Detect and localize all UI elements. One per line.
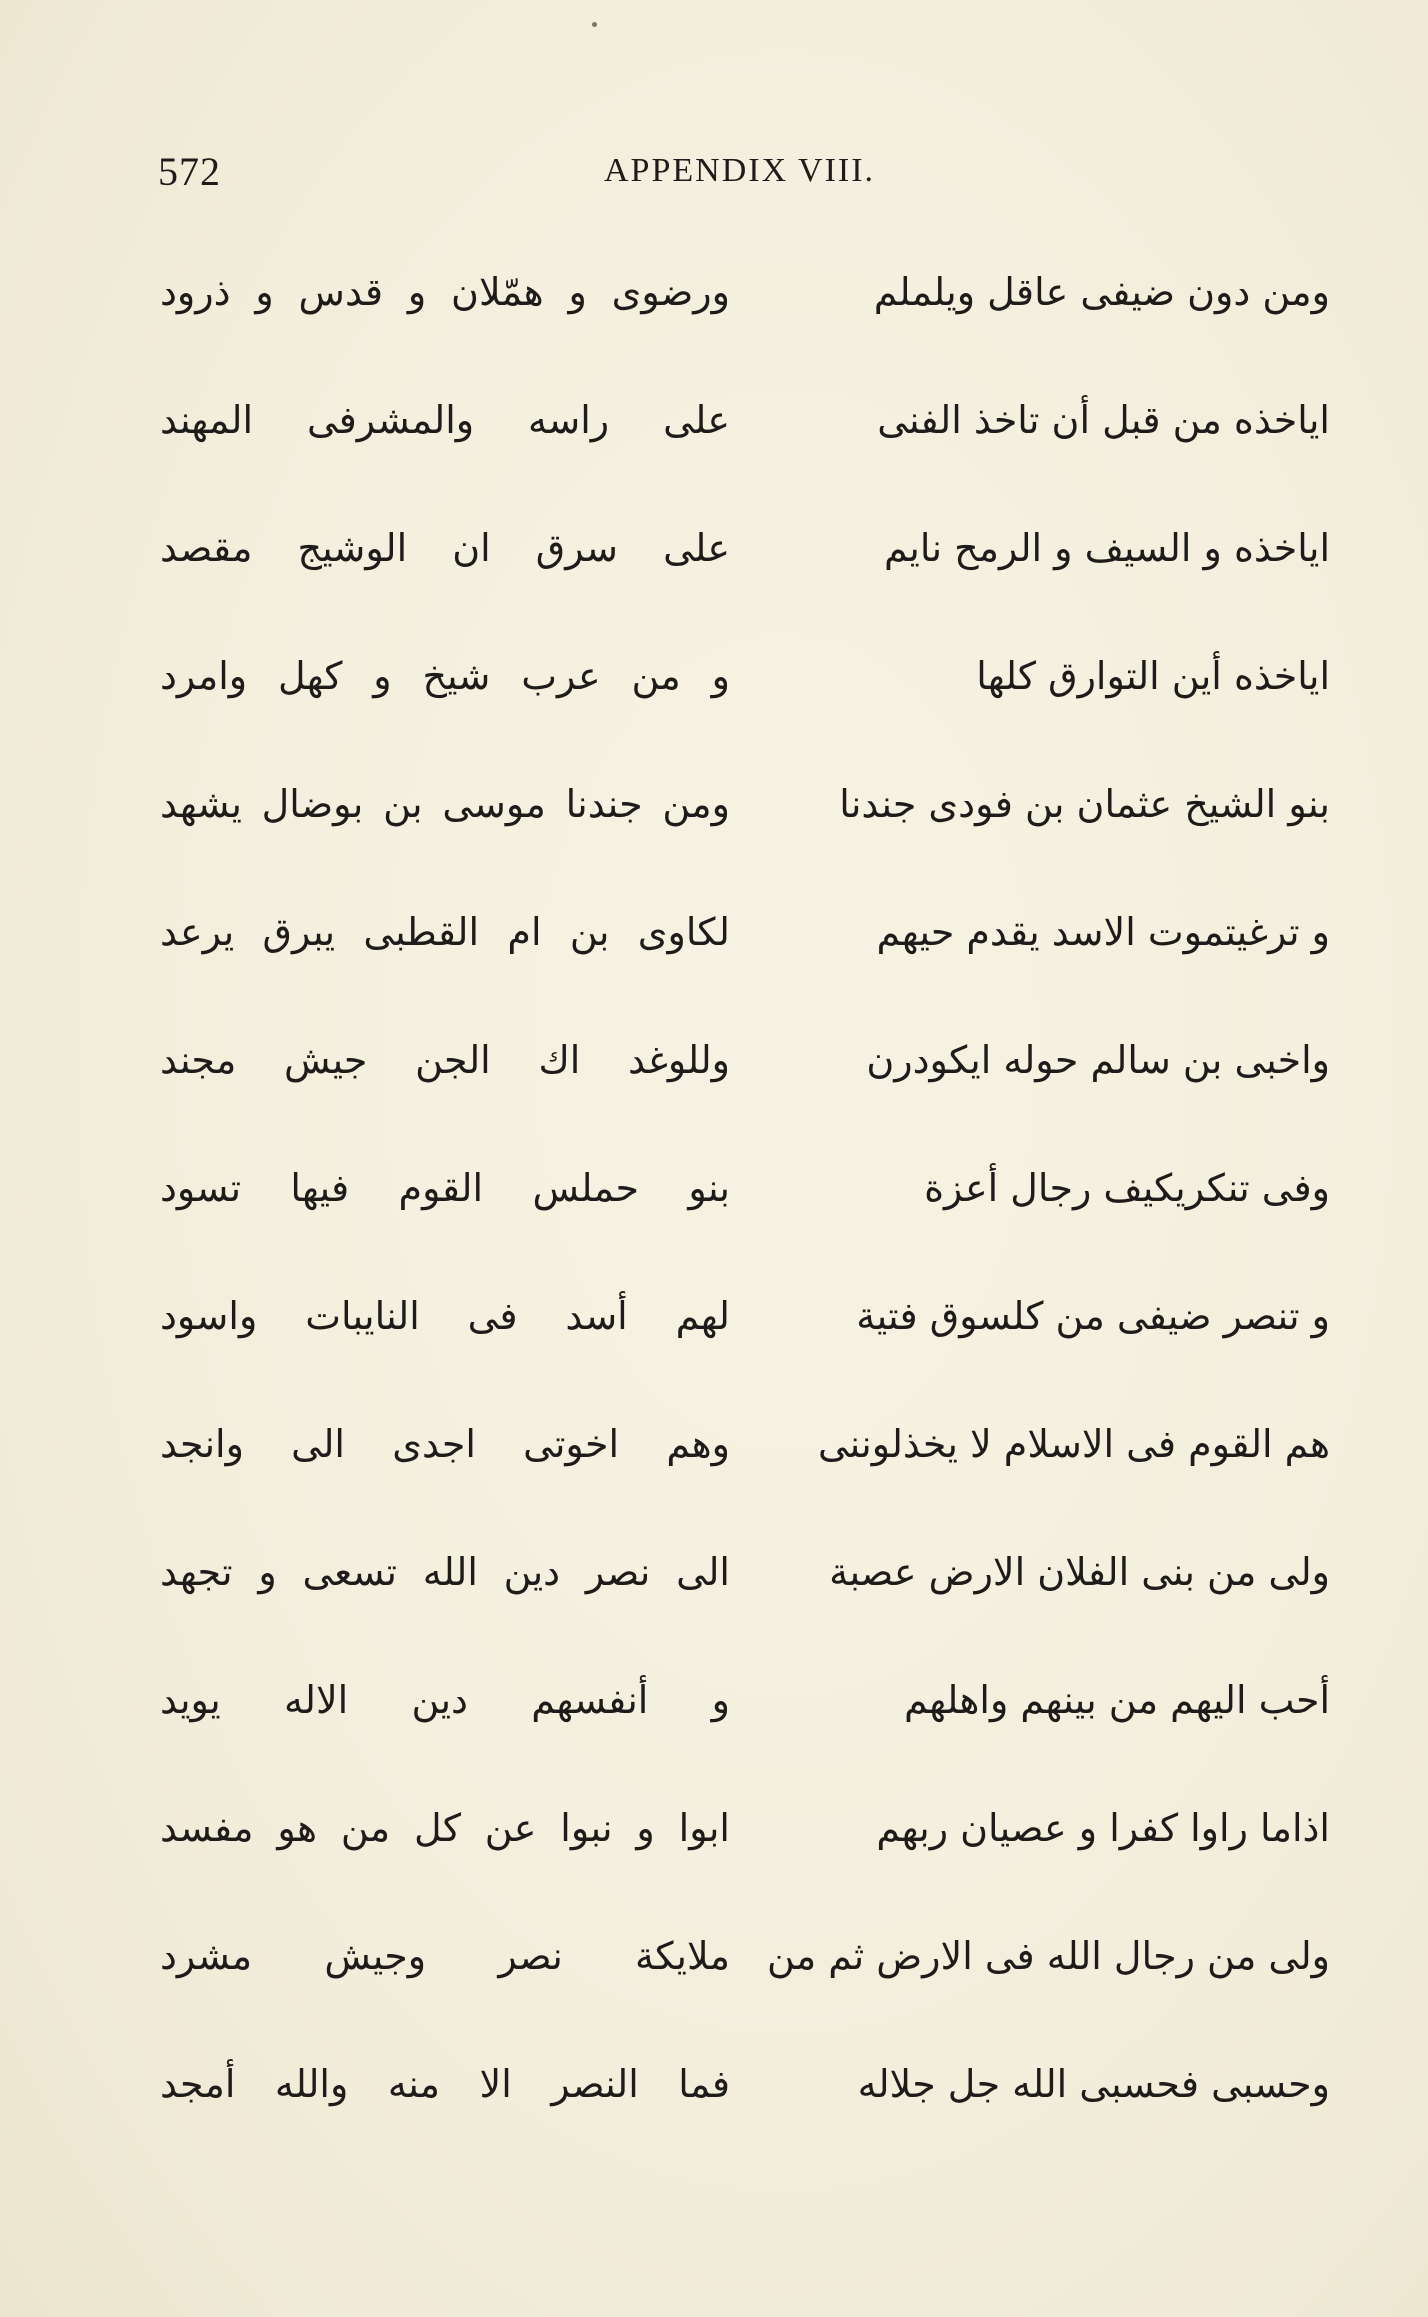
page-number: 572 [158,149,221,194]
couplet [150,2030,1330,2158]
couplet [150,238,1330,366]
first-hemistich: اياخذه و السيف و الرمح نايم [884,526,1330,570]
first-hemistich: هم القوم فى الاسلام لا يخذلوننى [818,1422,1330,1466]
page-header [158,148,1318,198]
couplet [150,750,1330,878]
first-hemistich: أحب اليهم من بينهم واهلهم [903,1678,1330,1722]
second-hemistich: الى نصر دين الله تسعى و تجهد [160,1550,730,1594]
first-hemistich: وحسبى فحسبى الله جل جلاله [857,2062,1330,2106]
first-hemistich: ولى من بنى الفلان الارض عصبة [829,1550,1330,1594]
second-hemistich: وللوغد اك الجن جيش مجند [160,1038,730,1082]
second-hemistich: على راسه والمشرفى المهند [160,398,730,442]
first-hemistich: اياخذه من قبل أن تاخذ الفنى [877,398,1330,442]
second-hemistich: لهم أسد فى النايبات واسود [160,1294,730,1338]
couplet [150,1006,1330,1134]
second-hemistich: ومن جندنا موسى بن بوضال يشهد [160,782,730,826]
couplet [150,1774,1330,1902]
first-hemistich: واخبى بن سالم حوله ايكودرن [866,1038,1330,1082]
couplet [150,1646,1330,1774]
first-hemistich: اياخذه أين التوارق كلها [976,654,1330,698]
couplet [150,1902,1330,2030]
couplet [150,622,1330,750]
couplet [150,1134,1330,1262]
poem [150,238,1330,2158]
first-hemistich: و ترغيتموت الاسد يقدم حيهم [876,910,1330,954]
first-hemistich: بنو الشيخ عثمان بن فودى جندنا [839,782,1330,826]
first-hemistich: اذاما راوا كفرا و عصيان ربهم [876,1806,1330,1850]
second-hemistich: بنو حملس القوم فيها تسود [160,1166,730,1210]
first-hemistich: و تنصر ضيفى من كلسوق فتية [856,1294,1330,1338]
second-hemistich: لكاوى بن ام القطبى يبرق يرعد [160,910,730,954]
second-hemistich: فما النصر الا منه والله أمجد [160,2062,730,2106]
second-hemistich: ورضوى و همّلان و قدس و ذرود [160,270,730,314]
first-hemistich: وفى تنكريكيف رجال أعزة [924,1166,1330,1210]
first-hemistich: ومن دون ضيفى عاقل ويلملم [873,270,1330,314]
second-hemistich: و من عرب شيخ و كهل وامرد [160,654,730,698]
couplet [150,1262,1330,1390]
ink-speck [592,22,597,27]
couplet [150,1518,1330,1646]
couplet [150,1390,1330,1518]
second-hemistich: على سرق ان الوشيج مقصد [160,526,730,570]
second-hemistich: وهم اخوتى اجدى الى وانجد [160,1422,730,1466]
second-hemistich: و أنفسهم دين الاله يويد [160,1678,730,1722]
running-head: APPENDIX VIII. [604,152,876,189]
couplet [150,878,1330,1006]
second-hemistich: ملايكة نصر وجيش مشرد [160,1934,730,1978]
first-hemistich: ولى من رجال الله فى الارض ثم من [766,1934,1330,1978]
couplet [150,494,1330,622]
second-hemistich: ابوا و نبوا عن كل من هو مفسد [160,1806,730,1850]
couplet [150,366,1330,494]
